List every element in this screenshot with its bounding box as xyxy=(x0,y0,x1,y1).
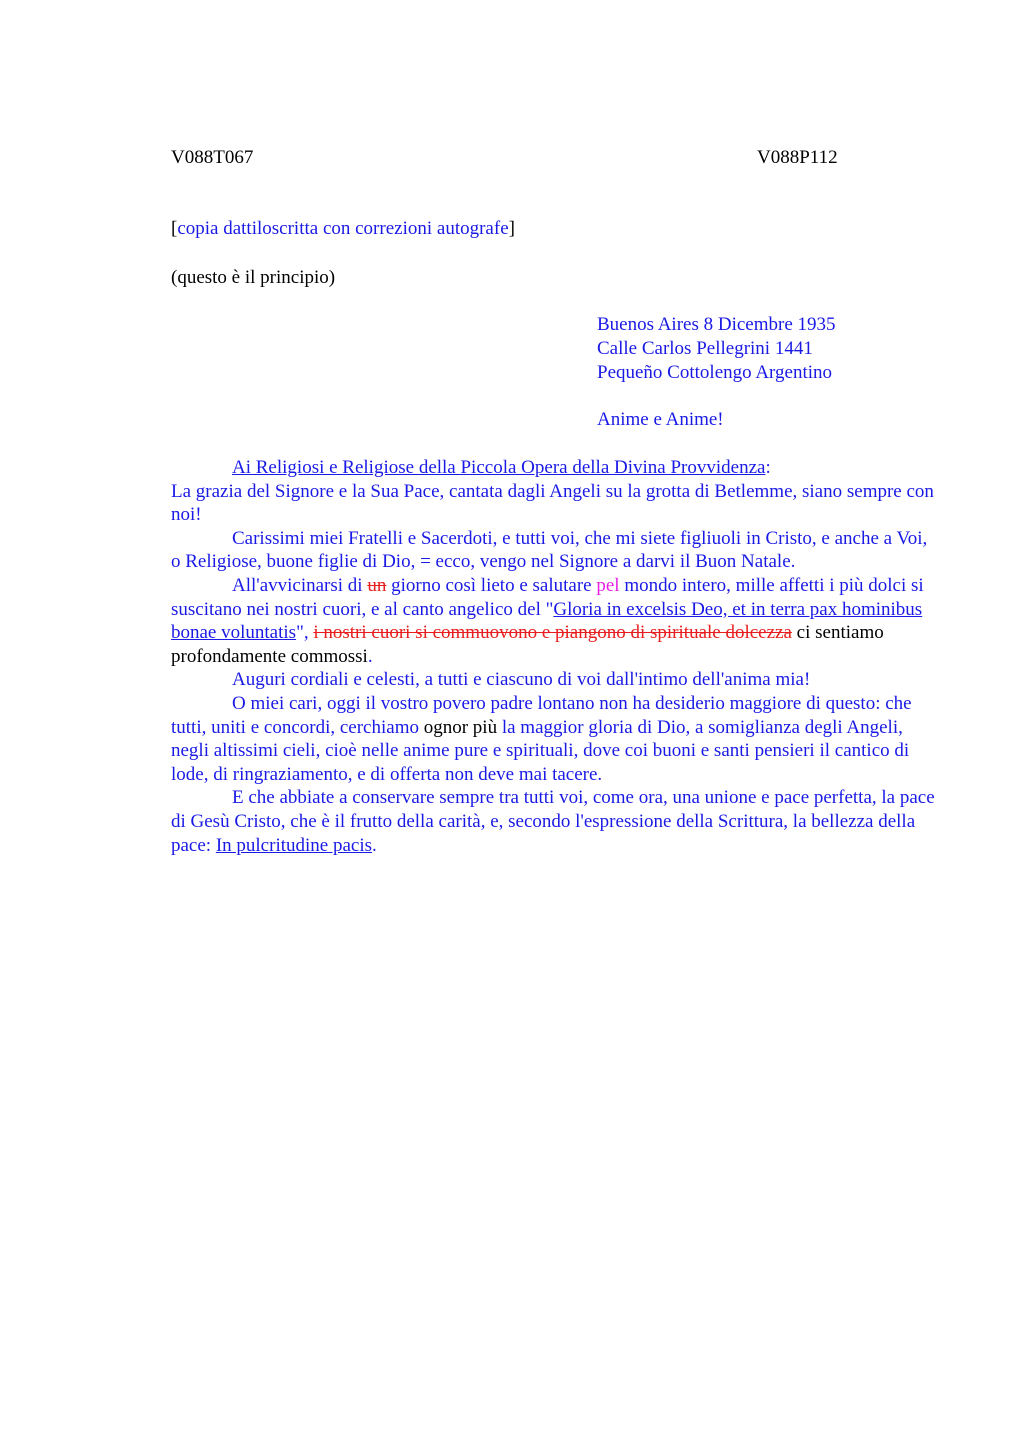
text-run: . xyxy=(372,834,377,856)
latin-quote-pulcritudine: In pulcritudine pacis xyxy=(215,834,373,856)
document-code-left: V088T067 xyxy=(171,147,254,168)
note-close-bracket: ] xyxy=(508,218,515,239)
note-open-bracket: [ xyxy=(171,218,178,239)
latin-quote-gloria: Gloria in excelsis Deo, et in terra pax hominibus bonae voluntatis xyxy=(171,598,923,644)
text-run: E che abbiate a conservare sempre tra tutti voi, come ora, una unione e pace perfetta, la pace di Gesù Cristo, che è il frutto della carità, e, secondo l'espressione della Scrittura, la bellezza della pace: xyxy=(171,787,935,856)
transcription-note xyxy=(171,217,515,241)
letter-addressee xyxy=(171,456,936,480)
letter-paragraph-avvicinarsi xyxy=(171,574,936,668)
letter-paragraph-carissimi: Carissimi miei Fratelli e Sacerdoti, e tutti voi, che mi siete figliuoli in Cristo, e anche a Voi, o Religiose, buone figlie di Dio, = ecco, vengo nel Signore a darvi il Buon Natale. xyxy=(171,527,928,573)
text-run: la maggior gloria di Dio, a somiglianza degli Angeli, negli altissimi cieli, cioè nelle anime pure e spirituali, dove coi buoni e santi pensieri il cantico di lode, di ringraziamento, e di offerta non deve mai tacere. xyxy=(171,716,910,785)
addressee-colon: : xyxy=(765,457,771,478)
letter-paragraph-auguri: Auguri cordiali e celesti, a tutti e ciascuno di voi dall'intimo dell'anima mia! xyxy=(232,669,811,691)
deleted-phrase: i nostri cuori si commuovono e piangono di spirituale dolcezza xyxy=(313,622,792,644)
handwritten-correction: ci sentiamo profondamente commossi xyxy=(171,622,884,667)
address-line-city-date: Buenos Aires 8 Dicembre 1935 xyxy=(597,314,836,335)
text-run: ", xyxy=(296,622,314,644)
principio-note: (questo è il principio) xyxy=(171,267,336,288)
letter-paragraph-pace xyxy=(171,786,936,857)
inserted-word: pel xyxy=(596,574,620,596)
note-text: copia dattiloscritta con correzioni autografe xyxy=(177,218,509,239)
text-run: . xyxy=(367,645,373,667)
letter-body xyxy=(171,456,936,857)
addressee-title: Ai Religiosi e Religiose della Piccola Opera della Divina Provvidenza xyxy=(232,457,766,478)
document-code-right: V088P112 xyxy=(757,147,838,168)
address-line-institution: Pequeño Cottolengo Argentino xyxy=(597,362,833,383)
address-line-street: Calle Carlos Pellegrini 1441 xyxy=(597,338,813,359)
text-run: All'avvicinarsi di xyxy=(232,574,368,596)
text-run: mondo intero, mille affetti i più dolci si suscitano nei nostri cuori, e al canto angelico del " xyxy=(171,574,924,620)
deleted-word: un xyxy=(367,574,387,596)
motto: Anime e Anime! xyxy=(597,409,724,430)
letter-greeting: La grazia del Signore e la Sua Pace, cantata dagli Angeli su la grotta di Betlemme, siano sempre con noi! xyxy=(171,480,934,526)
handwritten-insertion: ognor più xyxy=(423,716,498,738)
letter-paragraph-miei-cari xyxy=(171,692,936,786)
text-run: O miei cari, oggi il vostro povero padre lontano non ha desiderio maggiore di questo: che tutti, uniti e concordi, cerchiamo xyxy=(171,692,912,738)
text-run: giorno così lieto e salutare xyxy=(386,574,597,596)
